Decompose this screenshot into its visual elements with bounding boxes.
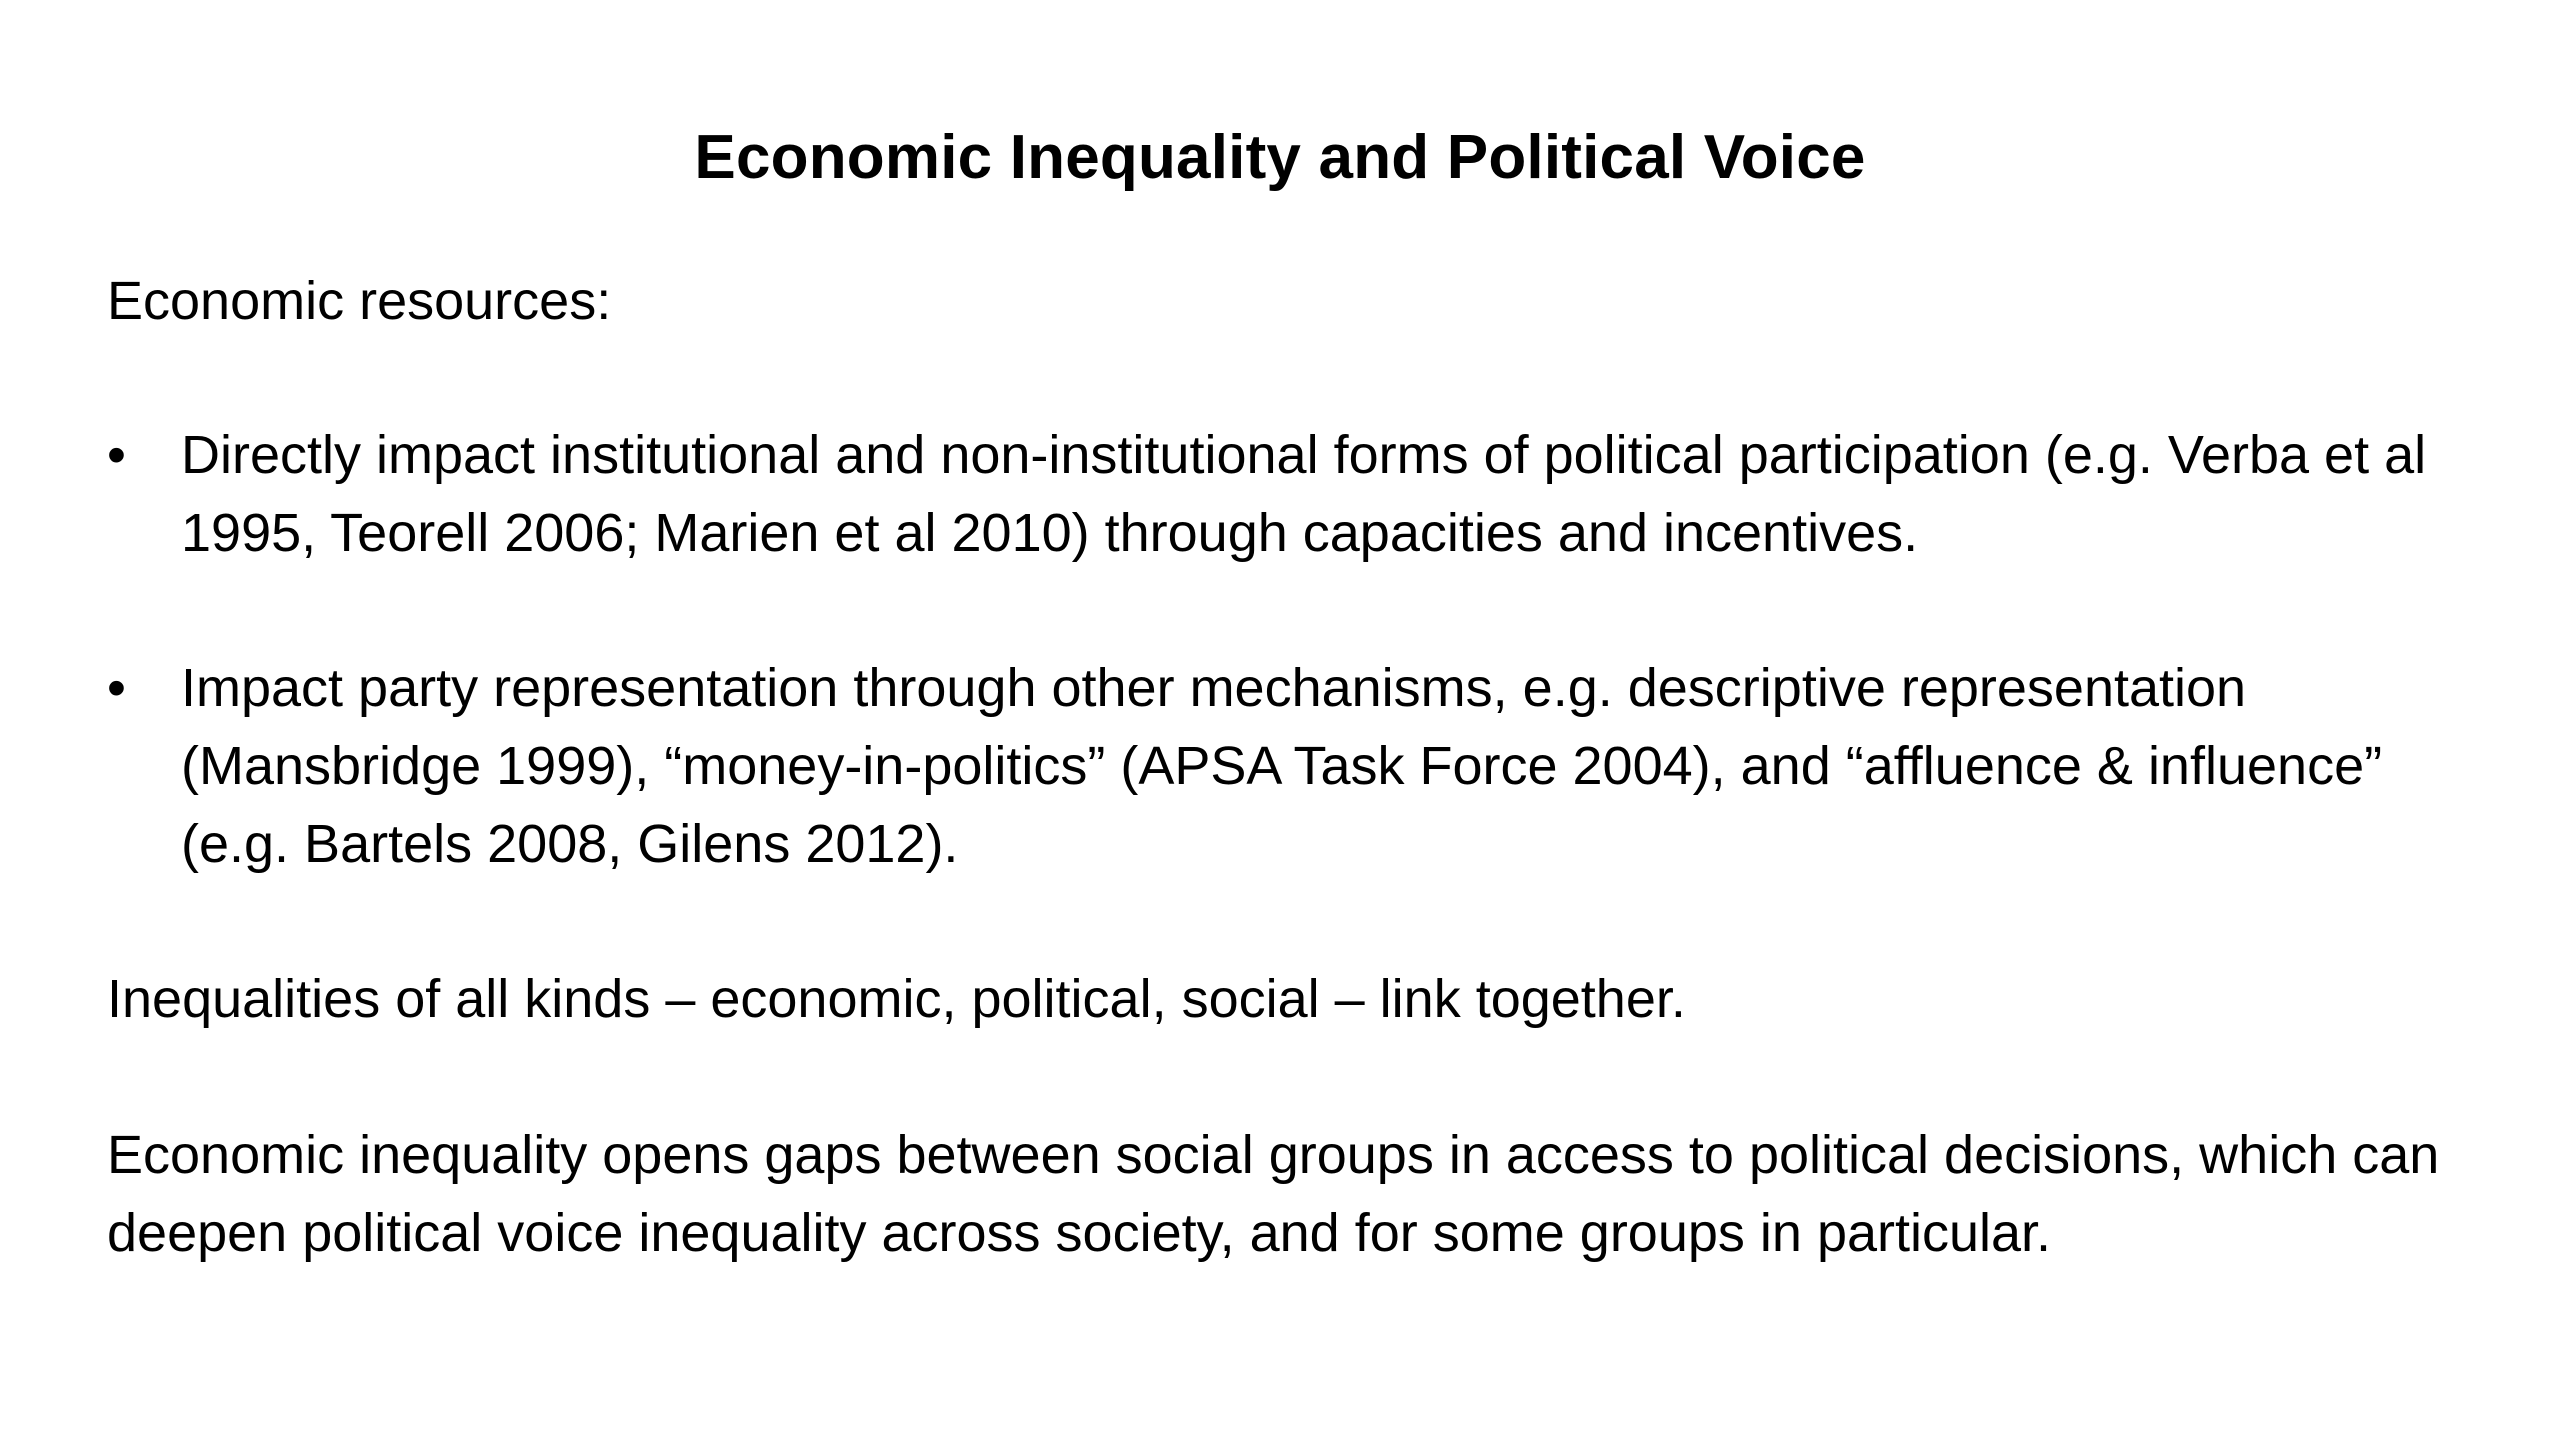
paragraph-inequalities: Inequalities of all kinds – economic, political, social – link together. bbox=[107, 969, 1686, 1029]
bullet-item bbox=[107, 649, 2487, 883]
bullet-text: Impact party representation through other mechanisms, e.g. descriptive representation (Mansbridge 1999), “money-in-politics” (APSA Task Force 2004), and “affluence & influence” (e.g. Bartels 2008, Gilens 2012). bbox=[181, 658, 2383, 874]
intro-text: Economic resources: bbox=[107, 271, 612, 331]
bullet-item bbox=[107, 416, 2487, 572]
bullet-text: Directly impact institutional and non-institutional forms of political participation (e.g. Verba et al 1995, Teorell 2006; Marien et al 2010) through capacities and incentives. bbox=[181, 425, 2427, 563]
paragraph-economic-inequality: Economic inequality opens gaps between social groups in access to political decisions, which can deepen political voice inequality across society, and for some groups in particular. bbox=[107, 1125, 2440, 1263]
bullet-dot-icon: • bbox=[107, 425, 126, 485]
bullet-dot-icon: • bbox=[107, 658, 126, 718]
bullet-list bbox=[107, 416, 2487, 960]
slide-title: Economic Inequality and Political Voice bbox=[694, 123, 1866, 192]
